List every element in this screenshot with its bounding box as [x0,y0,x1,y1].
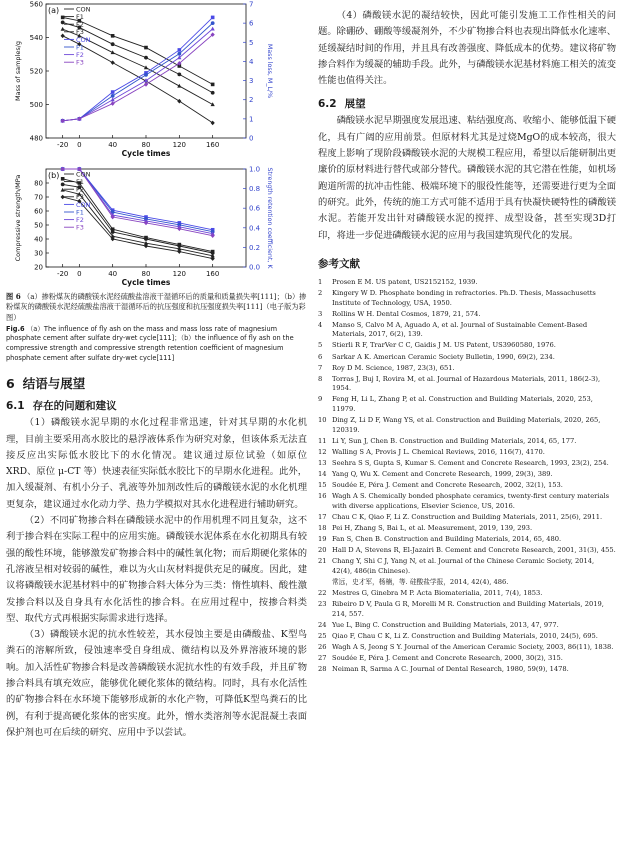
data-point [61,34,65,39]
section-6-1-heading [6,398,307,413]
panel-label: (b) [48,171,60,180]
data-point [111,94,115,98]
reference-item [318,557,616,576]
y2-tick-label: 0.4 [249,224,261,233]
reference-item [318,341,616,351]
data-point [211,91,215,95]
legend-label: CON [76,170,91,179]
reference-number: 22 [318,589,327,598]
x-axis-title: Cycle times [121,149,171,158]
x-tick-label: 120 [172,270,187,278]
paragraph-1: （1）磷酸镁水泥早期的水化过程非常迅速，针对其早期的水化机理，目前主要采用高水胶比的悬浮液体系作为研究对象，但该体系无法直接反应出实际低水胶比下的水化情况。建议通过原位试验（如原位 XRD、原位 μ-CT 等）快速表征实际低水胶比下的早期水化进程。此外，加入缓凝剂、有机小分子、乳液等外加剂改性后的磷酸镁水泥的水化机理更复杂，建议通过水化动力学、热力学模拟对其水化进程进行辅助研究。 [6,417,307,510]
data-point [144,82,148,87]
reference-text: Yang Q, Wu X. Cement and Concrete Research, 1999, 29(3), 389. [332,470,553,479]
figure-caption-cn [6,292,307,323]
reference-number: 18 [318,524,327,533]
data-point [211,27,215,31]
reference-item [318,437,616,447]
legend-label: F1 [76,43,84,52]
reference-number: 17 [318,512,327,521]
y-tick-label: 80 [34,179,43,188]
x-axis-title: Cycle times [121,278,171,287]
reference-number: 14 [318,470,327,479]
reference-item [318,353,616,363]
data-point [177,99,181,104]
right-column [318,0,616,676]
legend-label: F2 [76,51,84,59]
reference-item [318,481,616,491]
reference-text: Rollins W H. Dental Cosmos, 1879, 21, 574. [332,309,481,318]
y2-tick-label: 0.8 [249,185,261,194]
section-6-heading [6,374,307,392]
legend-label: F3 [76,193,84,202]
reference-number: 25 [318,631,327,640]
figure-caption-label: 图 6 [6,292,21,301]
reference-text: Chau C K, Qiao F, Li Z. Construction and Building Materials, 2011, 25(6), 2911. [332,512,603,521]
reference-number: 7 [318,363,323,372]
reference-number: 13 [318,458,327,467]
paragraph-2: （2）不同矿物掺合料在磷酸镁水泥中的作用机理不同且复杂，这不利于掺合料在实际工程中的应用实施。磷酸镁水泥体系在水化初期具有较强的酸性环境，能够激发矿物掺合料中的碱性氧化物；而后期硬化浆体的孔溶液呈相对较弱的碱性，难以为火山灰材料提供充足的碱度。因此，建议将磷酸镁水泥基材料中的矿物掺合料大体分为三类：惰性填料、酸性激发掺合料以及自身具有水化活性的掺合料。在应用过程中，按掺合料类型、取代方式再根据实际需求进行选择。 [6,515,307,624]
reference-number: 27 [318,654,327,663]
reference-number: 20 [318,546,327,555]
data-point [144,237,148,241]
y2-tick-label: 6 [249,19,254,28]
y-axis-title: Mass of samples/g [14,40,22,102]
reference-number: 4 [318,320,323,329]
data-point [144,73,148,77]
data-point [111,60,115,65]
legend-label: F1 [76,208,84,217]
reference-text: Prosen E M. US patent, US2152152, 1939. [332,277,478,286]
reference-text: Roy D M. Science, 1987, 23(3), 651. [332,363,455,372]
data-point [61,183,65,187]
reference-item [318,589,616,599]
data-point [177,52,181,56]
y-tick-label: 500 [29,101,43,109]
reference-text: Seehra S S, Gupta S, Kumar S. Cement and Concrete Research, 1993, 23(2), 254. [332,458,609,467]
legend-label: F1 [76,178,84,186]
x-tick-label: 160 [205,270,220,278]
x-tick-label: 80 [141,270,151,278]
y-tick-label: 70 [34,193,43,202]
reference-number: 11 [318,436,327,445]
reference-item [318,578,616,588]
x-tick-label: 40 [108,141,118,149]
reference-item [318,535,616,545]
reference-number: 10 [318,416,327,425]
y-tick-label: 20 [34,263,43,272]
x-tick-label: 80 [141,141,151,149]
section-title: 结语与展望 [22,376,86,392]
reference-text: Feng H, Li L, Zhang P, et al. Construction and Building Materials, 2020, 253, 11979. [332,395,593,413]
reference-number: 3 [318,309,323,318]
reference-item [318,278,616,288]
legend-label: F2 [76,20,84,29]
section-number: 6.2 [318,98,337,111]
legend-label: F2 [76,216,84,224]
reference-item [318,416,616,435]
reference-text: Yue L, Bing C. Construction and Building Materials, 2013, 47, 977. [332,620,559,629]
reference-item [318,600,616,619]
data-point [211,16,215,20]
reference-text: Kingery W D. Phosphate bonding in refractories. Ph.D. Thesis, Massachusetts Institute of Technology, USA, 1950. [332,288,596,307]
data-point [144,56,148,60]
data-point [144,46,148,50]
reference-item [318,665,616,675]
y2-tick-label: 0.2 [249,243,261,252]
reference-item [318,459,616,469]
reference-number: 23 [318,600,327,609]
x-tick-label: 40 [108,270,118,278]
figure-caption-en-text: （a）The influence of fly ash on the mass and mass loss rate of magnesium phosphate cement after sulfate dry-wet cycle[111]；（b）the influence of fly ash on the compressive strength and compressive strength retention coefficient of magnesium phosphate cement after sulfate dry-wet cycle[111] [6,324,294,362]
y-tick-label: 480 [29,134,43,143]
reference-text: Li Y, Sun J, Chen B. Construction and Building Materials, 2014, 65, 177. [332,436,577,445]
y-tick-label: 40 [34,235,43,244]
section-number: 6 [6,376,15,392]
data-point [211,21,215,25]
section-number: 6.1 [6,400,25,413]
data-point [61,16,65,20]
reference-text: Ribeiro D V, Paula G R, Morelli M R. Construction and Building Materials, 2019, 214, 557. [332,600,604,618]
x-tick-label: 0 [77,141,82,149]
data-point [178,48,182,52]
reference-item [318,492,616,511]
y2-axis-title: Mass loss, M_L/% [266,43,273,99]
reference-number: 15 [318,481,327,490]
reference-number: 26 [318,643,327,652]
reference-number: 1 [318,277,323,286]
data-point [111,101,115,106]
reference-text: Manso S, Calvo M A, Aguado A, et al. Journal of Sustainable Cement-Based Materials, 2017, 6(2), 139. [332,320,588,339]
y2-tick-label: 2 [249,96,254,105]
reference-item [318,364,616,374]
y2-axis-title: Strength retention coefficient, K [266,167,273,269]
y2-tick-label: 1 [249,115,254,124]
reference-text: Wagh A S. Chemically bonded phosphate ceramics, twenty-first century materials with diverse applications, Elsevier Science, US, 2016. [332,492,610,510]
x-tick-label: 120 [172,141,187,149]
reference-text: Wagh A S, Jeong S Y. Journal of the American Ceramic Society, 2003, 86(11), 1838. [332,643,614,652]
reference-item [318,470,616,480]
reference-number: 12 [318,447,327,456]
data-point [111,90,115,94]
legend-label: F3 [76,28,84,37]
y2-tick-label: 0.6 [249,204,261,213]
series-line [63,17,213,84]
reference-text: Mestres G, Ginebra M P. Acta Biomaterialia, 2011, 7(4), 1853. [332,589,543,598]
reference-text: Stierli R F, TrarVer C C, Gaidis J M. US Patent, US3960580, 1976. [332,341,556,350]
reference-number: 9 [318,395,323,404]
reference-item [318,375,616,394]
reference-item [318,621,616,631]
y2-tick-label: 5 [249,38,254,47]
reference-text: Sarkar A K. American Ceramic Society Bulletin, 1990, 69(2), 234. [332,352,555,361]
reference-text: Torras J, Buj I, Rovira M, et al. Journal of Hazardous Materials, 2011, 186(2-3), 1954. [332,374,601,393]
figure-6b-chart [6,165,307,290]
legend-label: F1 [76,13,84,21]
series-line [63,36,213,123]
data-point [211,233,215,238]
series-line [63,17,213,120]
reference-number: 28 [318,665,327,674]
y-axis-title: Compressive strength/MPa [14,174,22,262]
reference-text: Hall D A, Stevens R, El-Jazairi B. Cement and Concrete Research, 2001, 31(3), 455. [332,546,616,555]
legend-label: CON [76,5,91,14]
reference-text: Neiman R, Sarma A C. Journal of Dental Research, 1980, 59(9), 1478. [332,665,569,674]
reference-item [318,546,616,556]
y-tick-label: 520 [29,67,43,76]
references-list [318,278,616,675]
reference-number: 2 [318,288,323,297]
x-tick-label: 0 [77,270,82,278]
data-point [211,83,215,87]
reference-item [318,310,616,320]
figure-6a-chart [6,0,307,165]
reference-item [318,289,616,308]
y2-tick-label: 3 [249,77,254,86]
reference-item [318,632,616,642]
left-column [6,0,307,741]
data-point [61,27,65,31]
reference-item [318,395,616,414]
data-point [61,21,65,25]
data-point [211,121,215,126]
reference-number: 8 [318,374,323,383]
y-tick-label: 60 [34,207,43,216]
paragraph-4: （4）磷酸镁水泥的凝结较快，因此可能引发施工工作性相关的问题。除硼砂、硼酸等缓凝剂外，不少矿物掺合料也表现出降低水化速率、延缓凝结时间的作用，并且具有改善强度、降低成本的优势。建议将矿物掺合料作为缓凝的辅助手段。此外，与磷酸镁水泥基材料施工相关的流变性能也值得关注。 [318,10,616,87]
figure-caption-en [6,325,307,363]
figure-caption-cn-text: （a）掺粉煤灰的磷酸镁水泥经硫酸盐溶液干湿循环后的质量和质量损失率[111]；（b）掺粉煤灰的磷酸镁水泥经硫酸盐溶液干湿循环后的抗压强度和抗压强度损失率[111]（电子版为彩图） [6,292,307,322]
reference-item [318,321,616,340]
reference-text: Walling S A, Provis J L. Chemical Reviews, 2016, 116(7), 4170. [332,447,545,456]
x-tick-label: -20 [56,270,69,278]
data-point [61,177,65,181]
reference-text: Ding Z, Li D F, Wang YS, et al. Construction and Building Materials, 2020, 265, 120319. [332,416,601,434]
reference-text: Qiao F, Chau C K, Li Z. Construction and Building Materials, 2010, 24(5), 695. [332,631,598,640]
y-tick-label: 30 [34,249,43,258]
reference-text: Pei H, Zhang S, Bai L, et al. Measurement, 2019, 139, 293. [332,524,533,533]
reference-text: Soudée E, Péra J. Cement and Concrete Research, 2000, 30(2), 315. [332,654,563,663]
y2-tick-label: 0 [249,134,254,143]
reference-item [318,524,616,534]
reference-text: Chang Y, Shi C J, Yang N, et al. Journal of the Chinese Ceramic Society, 2014, 42(4), 486(in Chinese). [332,557,595,575]
y2-tick-label: 7 [249,0,254,9]
y-tick-label: 50 [34,221,43,230]
y-tick-label: 540 [29,34,43,42]
reference-item [318,513,616,523]
series-line [63,22,213,92]
section-6-2-heading [318,96,616,111]
reference-item [318,643,616,653]
legend-label: CON [76,35,91,44]
section-title: 展望 [344,98,366,111]
reference-number: 16 [318,492,327,501]
reference-number: 5 [318,341,323,350]
data-point [177,72,181,76]
section-title: 存在的问题和建议 [32,400,117,413]
y-tick-label: 560 [29,0,43,9]
reference-number: 19 [318,535,327,544]
reference-number: 21 [318,557,327,566]
reference-item [318,654,616,664]
y2-tick-label: 4 [249,57,254,66]
paragraph-3: （3）磷酸镁水泥的抗水性较差，其水侵蚀主要是由磷酸盐、K型鸟粪石的溶解所致，侵蚀速率受自身组成、微结构以及外界溶液环境的影响。加入活性矿物掺合料是改善磷酸镁水泥抗水性的有效手段，并且矿物掺合料具有填充效应，能够优化硬化浆体的微结构。同时，具有水化活性的矿物掺合料在水环境下能够形成新的水化产物，可降低K型鸟粪石的比例，有利于提高硬化浆体的密实度。此外，憎水类溶剂等水泥混凝土表面保护剂也可在后续的研究、应用中予以尝试。 [6,629,307,738]
series-line [63,184,213,253]
reference-number: 6 [318,352,323,361]
legend-label: F2 [76,185,84,194]
reference-number [318,578,332,588]
figure-caption-en-label: Fig.6 [6,324,25,333]
y2-tick-label: 0.0 [249,263,261,272]
reference-text: Fan S, Chen B. Construction and Building Materials, 2014, 65, 480. [332,535,562,544]
x-tick-label: -20 [56,141,69,149]
legend-label: F3 [76,223,84,232]
reference-item [318,448,616,458]
panel-label: (a) [48,6,60,15]
data-point [111,42,115,46]
reference-text: 常远，史才军，杨楠，等. 硅酸盐学报，2014, 42(4), 486. [332,577,509,586]
data-point [111,230,115,234]
reference-number: 24 [318,620,327,629]
x-tick-label: 160 [205,141,220,149]
references-heading: 参考文献 [318,257,360,270]
data-point [111,34,115,38]
legend-label: CON [76,200,91,209]
y2-tick-label: 1.0 [249,165,261,174]
paragraph-5: 磷酸镁水泥早期强度发展迅速、粘结强度高、收缩小、能够低温下硬化，具有广阔的应用前景。但原材料尤其是过烧MgO的成本较高，很大程度上影响了现阶段磷酸镁水泥的大规模工程应用，希望以后能研制出更廉价的原材料进行替代或部分替代。磷酸镁水泥的其它潜在性能，如机场跑道所需的抗冲击性能、极端环境下的服役性能等，还需要进行更为全面的研究。此外，传统的施工方式可能不适用于具有快凝快硬特性的磷酸镁水泥。若能开发出针对磷酸镁水泥的搅拌、成型设备，甚至实现3D打印，将进一步促进磷酸镁水泥的应用与我国建筑现代化的发展。 [318,115,616,241]
legend-label: F3 [76,58,84,67]
reference-text: Soudée E, Péra J. Cement and Concrete Research, 2002, 32(1), 153. [332,481,563,490]
